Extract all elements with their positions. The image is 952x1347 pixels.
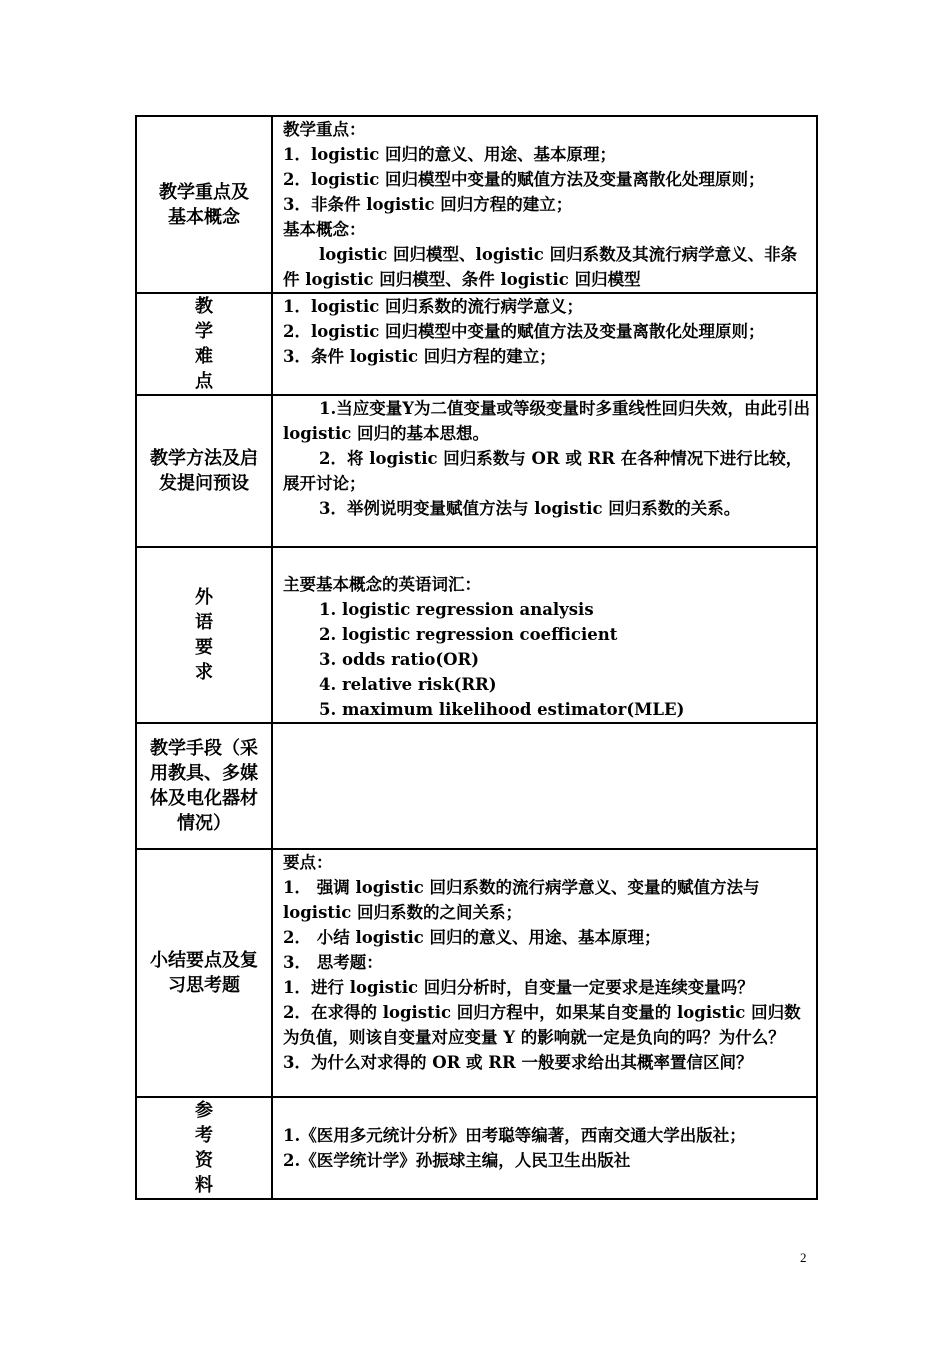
- label-char: 语: [195, 612, 213, 633]
- content-foreign-language: [272, 547, 817, 723]
- paragraph: 3．举例说明变量赋值方法与 logistic 回归系数的关系。: [319, 499, 741, 518]
- vocab-item: 4. relative risk(RR): [319, 675, 497, 694]
- row-methods: [136, 395, 817, 547]
- label-line: 教学手段（采: [150, 738, 258, 759]
- question-item: 2．在求得的 logistic 回归方程中，如果某自变量的 logistic 回归数为负值，则该自变量对应变量 Y 的影响就一定是负向的吗？为什么？: [283, 1003, 801, 1047]
- label-char: 参: [195, 1100, 213, 1121]
- content-teaching-means: [272, 723, 817, 849]
- summary-point: 2． 小结 logistic 回归的意义、用途、基本原理；: [283, 928, 661, 947]
- list-item: 2．logistic 回归模型中变量的赋值方法及变量离散化处理原则；: [283, 322, 765, 341]
- syllabus-table: [135, 115, 818, 1200]
- content-references: [272, 1097, 817, 1199]
- vocab-item: 3. odds ratio(OR): [319, 650, 480, 669]
- label-foreign-language: [136, 547, 272, 723]
- label-char: 学: [195, 321, 213, 342]
- section-heading: 教学重点：: [283, 120, 366, 139]
- summary-point: 3． 思考题：: [283, 953, 383, 972]
- label-char: 难: [195, 346, 213, 367]
- content-methods: [272, 395, 817, 547]
- label-line: 用教具、多媒: [150, 763, 258, 784]
- vocab-item: 1. logistic regression analysis: [319, 600, 594, 619]
- label-key-points: [136, 116, 272, 293]
- content-key-points: [272, 116, 817, 293]
- paragraph: 1.当应变量Y为二值变量或等级变量时多重线性回归失效，由此引出 logistic 回归的基本思想。: [283, 399, 811, 443]
- list-item: 1．logistic 回归系数的流行病学意义；: [283, 297, 584, 316]
- reference-item: 1.《医用多元统计分析》田考聪等编著，西南交通大学出版社；: [283, 1126, 746, 1145]
- section-heading: 基本概念：: [283, 220, 366, 239]
- label-char: 点: [195, 371, 213, 392]
- label-char: 要: [195, 637, 213, 658]
- label-line: 教学重点及: [159, 181, 249, 203]
- label-difficulties: [136, 293, 272, 395]
- label-methods: [136, 395, 272, 547]
- label-char: 教: [195, 296, 213, 317]
- content-difficulties: [272, 293, 817, 395]
- row-key-points: [136, 116, 817, 293]
- vocab-item: 2. logistic regression coefficient: [319, 625, 618, 644]
- label-summary: [136, 849, 272, 1097]
- label-line: 教学方法及启: [150, 448, 258, 469]
- label-line: 习思考题: [168, 975, 240, 996]
- content-summary: [272, 849, 817, 1097]
- list-item: 2．logistic 回归模型中变量的赋值方法及变量离散化处理原则；: [283, 170, 765, 189]
- label-line: 小结要点及复: [150, 950, 258, 971]
- page-number: 2: [800, 1250, 807, 1265]
- section-heading: 主要基本概念的英语词汇：: [283, 575, 481, 594]
- vocab-item: 5. maximum likelihood estimator(MLE): [319, 700, 685, 719]
- paragraph: 2．将 logistic 回归系数与 OR 或 RR 在各种情况下进行比较，展开讨论；: [283, 449, 803, 493]
- label-line: 体及电化器材: [150, 788, 258, 809]
- label-char: 料: [195, 1175, 213, 1196]
- label-references: [136, 1097, 272, 1199]
- list-item: 3．非条件 logistic 回归方程的建立；: [283, 195, 573, 214]
- label-teaching-means: [136, 723, 272, 849]
- reference-item: 2.《医学统计学》孙振球主编，人民卫生出版社: [283, 1151, 631, 1170]
- row-teaching-means: [136, 723, 817, 849]
- label-line: 发提问预设: [159, 473, 249, 494]
- label-char: 外: [195, 587, 213, 608]
- summary-point: 1． 强调 logistic 回归系数的流行病学意义、变量的赋值方法与 logistic 回归系数的之间关系；: [283, 878, 760, 922]
- label-char: 考: [195, 1125, 213, 1146]
- list-item: 3．条件 logistic 回归方程的建立；: [283, 347, 556, 366]
- label-char: 资: [195, 1150, 213, 1171]
- row-difficulties: [136, 293, 817, 395]
- label-line: 情况）: [177, 813, 231, 834]
- question-item: 1．进行 logistic 回归分析时，自变量一定要求是连续变量吗？: [283, 978, 754, 997]
- row-references: [136, 1097, 817, 1199]
- label-line: 基本概念: [168, 206, 240, 228]
- list-item: 1．logistic 回归的意义、用途、基本原理；: [283, 145, 617, 164]
- row-foreign-language: [136, 547, 817, 723]
- question-item: 3．为什么对求得的 OR 或 RR 一般要求给出其概率置信区间？: [283, 1053, 753, 1072]
- section-heading: 要点：: [283, 853, 333, 872]
- row-summary: [136, 849, 817, 1097]
- label-char: 求: [195, 662, 213, 683]
- concepts-text: logistic 回归模型、logistic 回归系数及其流行病学意义、非条件 logistic 回归模型、条件 logistic 回归模型: [283, 245, 798, 289]
